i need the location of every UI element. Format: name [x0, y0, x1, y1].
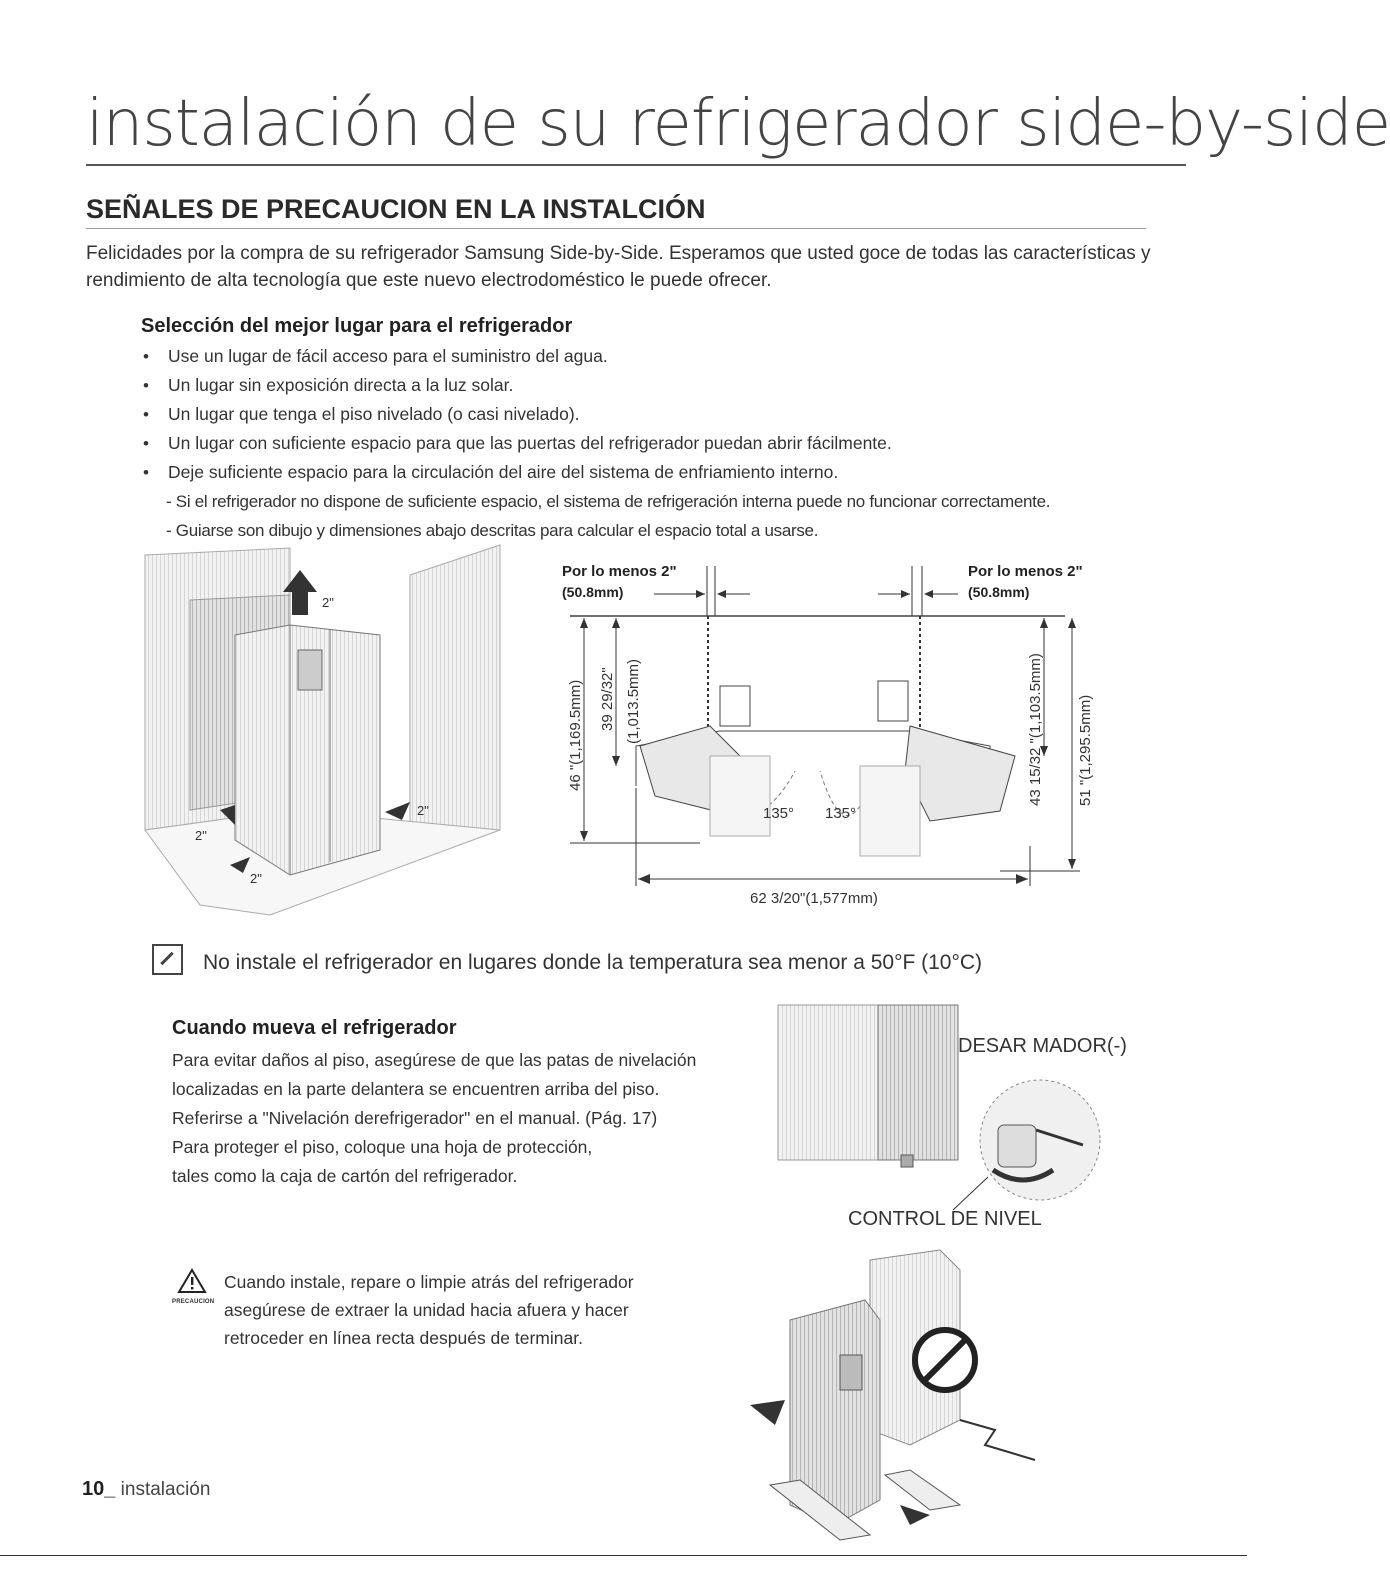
caution-line: Cuando instale, repare o limpie atrás del refrigerador [224, 1272, 634, 1292]
moving-line: Referirse a "Nivelación derefrigerador" en el manual. (Pág. 17) [172, 1108, 658, 1128]
intro-paragraph: Felicidades por la compra de su refrigerador Samsung Side-by-Side. Esperamos que usted goce de todas las características y rendimiento de alta tecnología que este nuevo electrodoméstico le puede ofrecer. [86, 243, 1151, 291]
footer-section: instalación [120, 1479, 211, 1500]
clearance-label-top: 2" [322, 595, 334, 610]
caution-label: PRECAUCION [172, 1299, 215, 1305]
best-place-subnotes [166, 487, 1050, 545]
list-item: • Un lugar con suficiente espacio para que las puertas del refrigerador puedan abrir fácilmente. [141, 429, 892, 458]
right-clearance-label: Por lo menos 2" [968, 563, 1083, 580]
caution-line: retroceder en línea recta después de terminar. [224, 1328, 583, 1348]
depth-left-outer-label: 46 "(1,169.5mm) [567, 679, 584, 791]
moving-paragraph [172, 1046, 772, 1191]
right-angle-label: 135° [825, 805, 857, 822]
dispenser-icon [298, 650, 322, 690]
total-width-label: 62 3/20"(1,577mm) [750, 890, 878, 907]
leveling-foot-icon [998, 1125, 1036, 1167]
right-wall [410, 545, 500, 840]
caution-text [224, 1268, 634, 1352]
caution-icon [172, 1268, 215, 1305]
temperature-note [152, 944, 982, 975]
arrow-right-icon [385, 802, 410, 820]
screwdriver-label: DESAR MADOR(-) [958, 1035, 1127, 1057]
bottom-rule [0, 1555, 1247, 1556]
room-clearance-illustration [140, 540, 510, 920]
zigzag-arrow-icon [960, 1420, 1035, 1460]
note-icon [152, 944, 183, 975]
moving-line: tales como la caja de cartón del refrigerador. [172, 1166, 518, 1186]
depth-right-inner-label: 43 15/32 "(1,103.5mm) [1027, 653, 1044, 806]
list-item: • Deje suficiente espacio para la circulación del aire del sistema de enfriamiento interno. [141, 458, 892, 487]
subnote: - Guiarse son dibujo y dimensiones abajo descritas para calcular el espacio total a usarse. [166, 521, 819, 540]
arrow-right-icon [900, 1505, 930, 1525]
list-item: • Un lugar que tenga el piso nivelado (o casi nivelado). [141, 400, 892, 429]
clearance-label-front: 2" [250, 871, 262, 886]
clearance-label-right: 2" [417, 803, 429, 818]
caution-line: asegúrese de extraer la unidad hacia afuera y hacer [224, 1300, 629, 1320]
depth-right-outer-label: 51 "(1,295.5mm) [1077, 694, 1094, 806]
page-number: 10_ [82, 1478, 116, 1500]
arrow-left-icon [750, 1400, 785, 1425]
depth-left-inner-label-a: 39 29/32" [599, 667, 616, 731]
moving-line: localizadas en la parte delantera se encuentren arriba del piso. [172, 1079, 660, 1099]
left-clearance-label: Por lo menos 2" [562, 563, 677, 580]
left-clearance-mm: (50.8mm) [562, 584, 624, 600]
floor-protector [885, 1470, 960, 1510]
page-title: instalación de su refrigerador side-by-side [86, 92, 1186, 166]
refrigerator-side [778, 1005, 888, 1160]
depth-left-inner-label-b: (1,013.5mm) [625, 658, 642, 744]
refrigerator-front [878, 1005, 958, 1160]
temperature-note-text: No instale el refrigerador en lugares donde la temperatura sea menor a 50°F (10°C) [203, 951, 983, 974]
best-place-list [141, 342, 892, 487]
clearance-label-left: 2" [195, 828, 207, 843]
section-title: SEÑALES DE PRECAUCION EN LA INSTALCIÓN [86, 194, 1146, 229]
list-item: • Un lugar sin exposición directa a la luz solar. [141, 371, 892, 400]
door-clearance-dimension-diagram [560, 556, 1120, 916]
list-item: • Use un lugar de fácil acceso para el suministro del agua. [141, 342, 892, 371]
leveling-leg [901, 1155, 913, 1167]
moving-heading: Cuando mueva el refrigerador [172, 1017, 457, 1039]
right-clearance-mm: (50.8mm) [968, 584, 1030, 600]
pull-straight-illustration [760, 1250, 1060, 1540]
moving-line: Para proteger el piso, coloque una hoja de protección, [172, 1137, 593, 1157]
leveling-control-label: CONTROL DE NIVEL [848, 1208, 1042, 1230]
left-angle-label: 135° [763, 805, 795, 822]
subnote: - Si el refrigerador no dispone de suficiente espacio, el sistema de refrigeración interna puede no funcionar correctamente. [166, 492, 1051, 511]
best-place-heading: Selección del mejor lugar para el refrigerador [141, 315, 573, 337]
moving-line: Para evitar daños al piso, asegúrese de que las patas de nivelación [172, 1050, 697, 1070]
page-footer [82, 1478, 210, 1501]
